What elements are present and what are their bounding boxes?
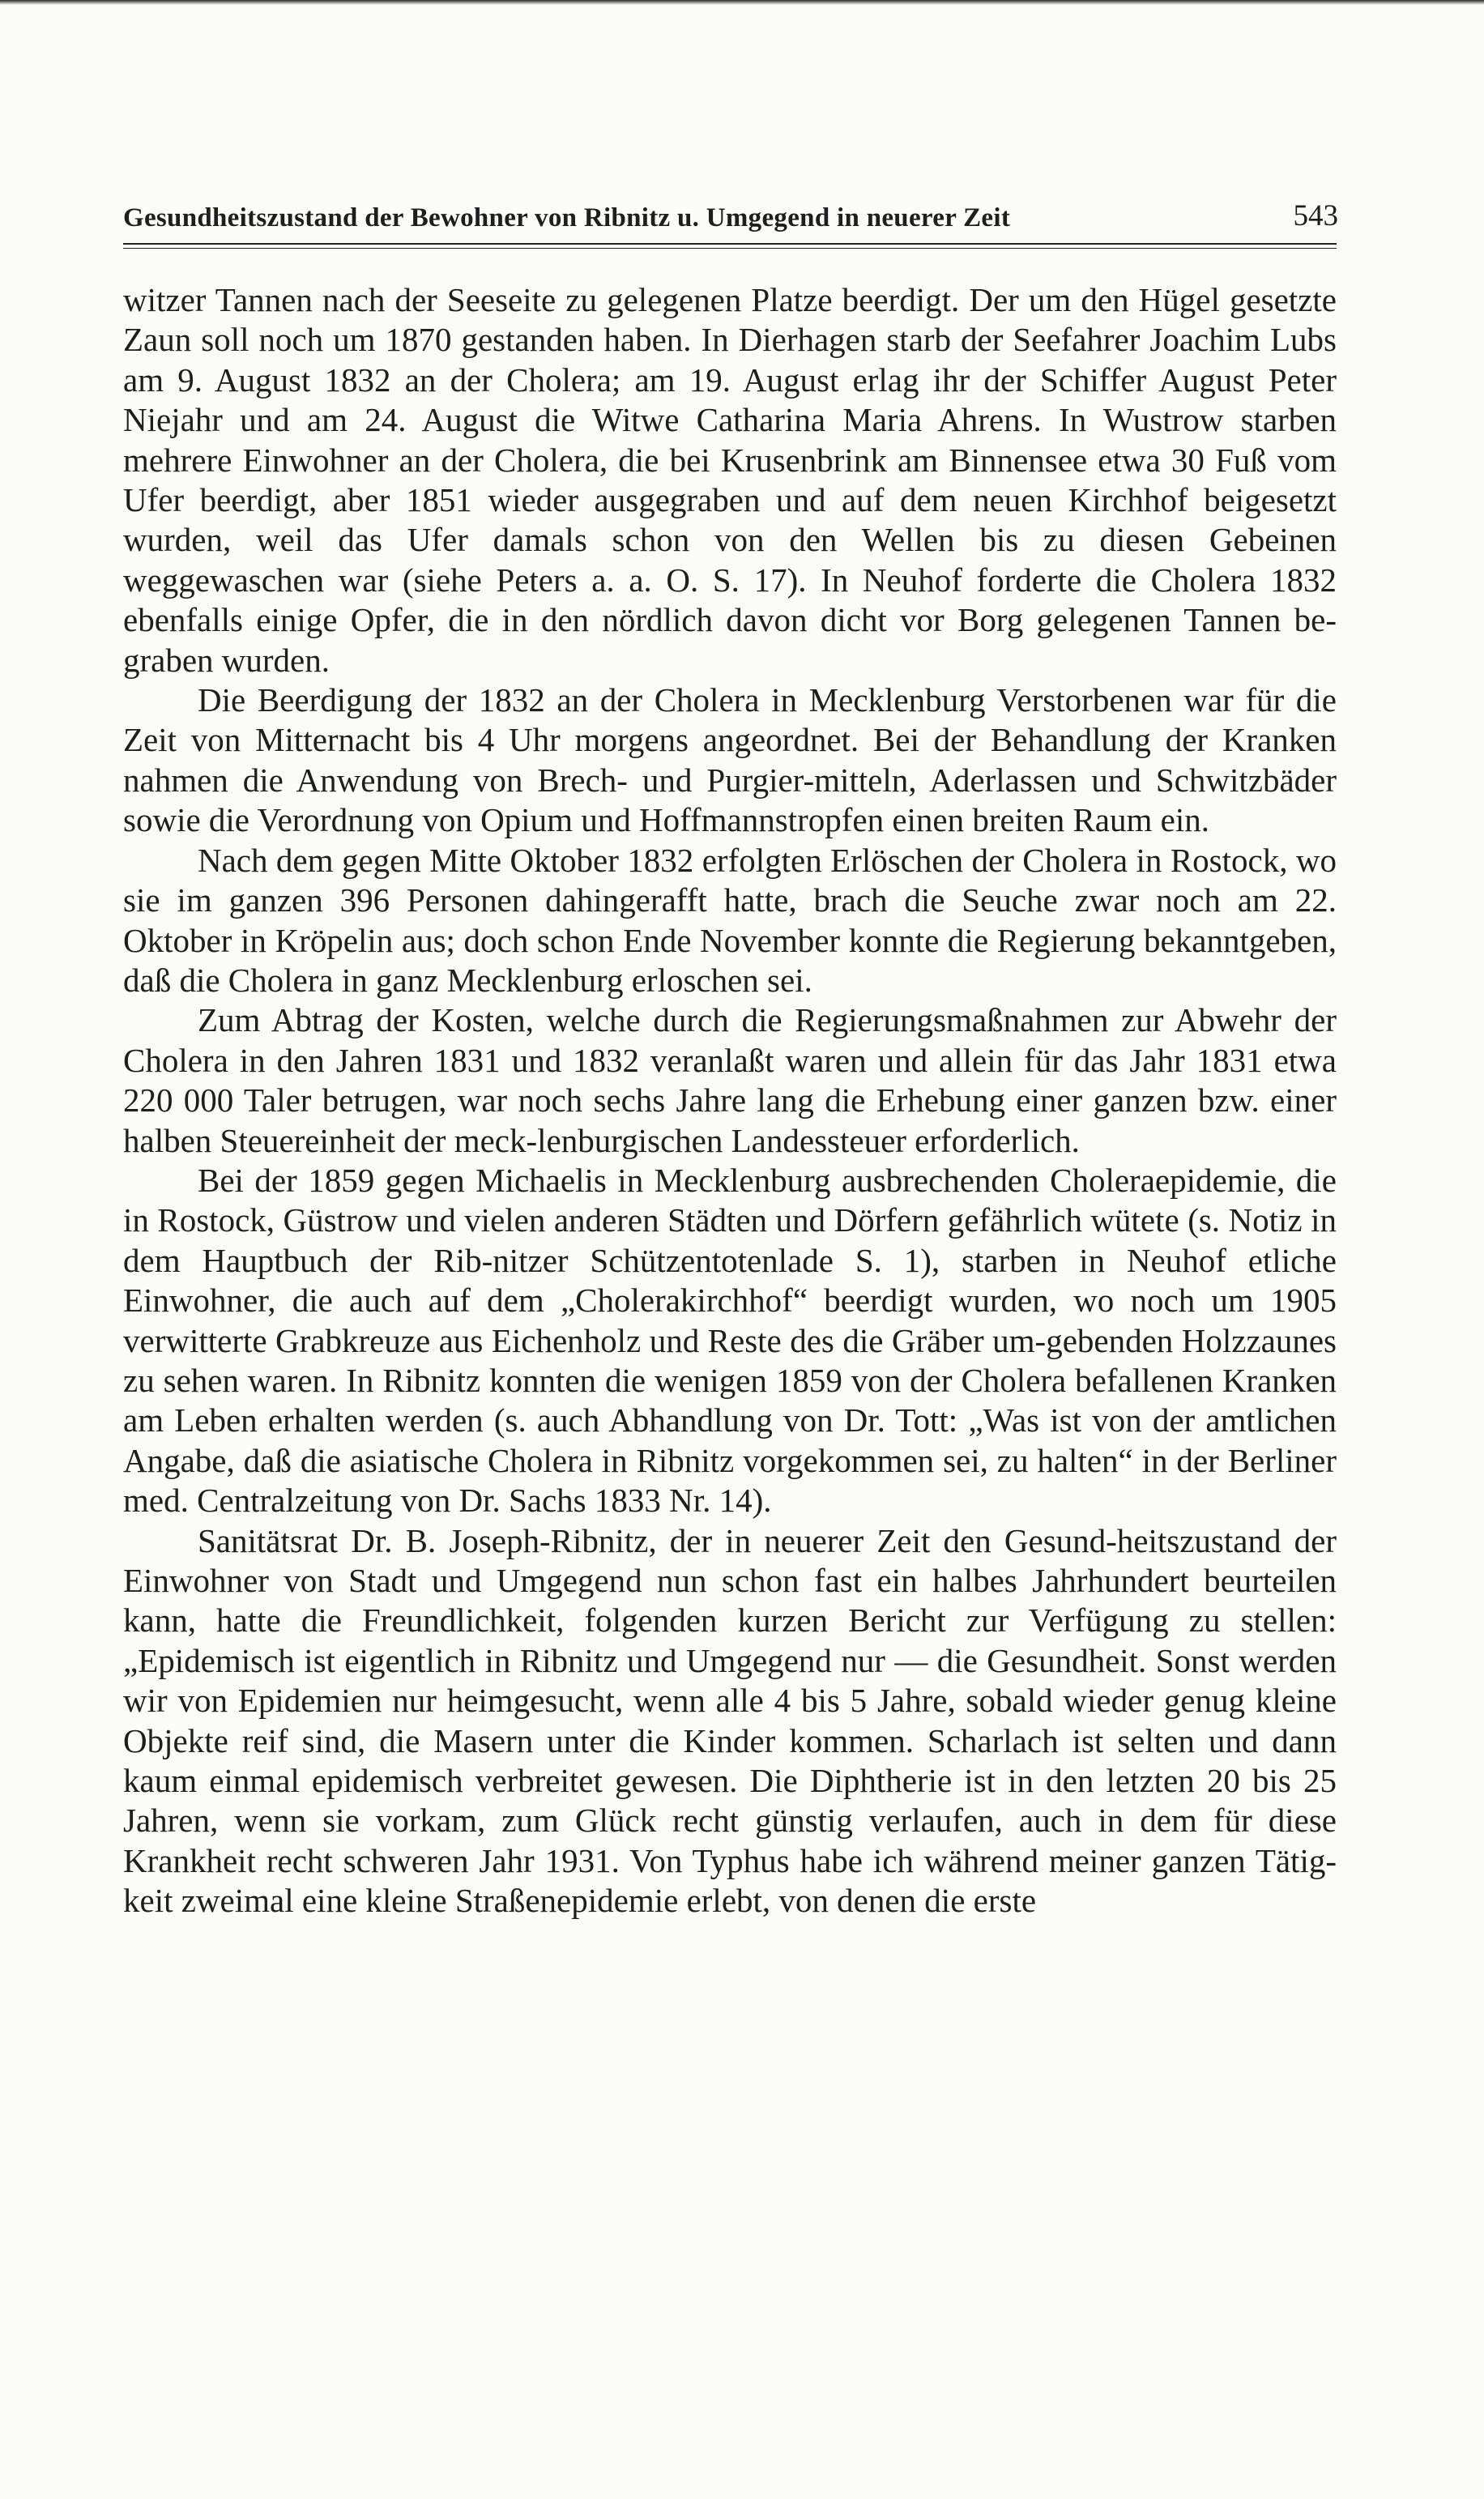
running-title: Gesundheitszustand der Bewohner von Ribnitz u. Umgegend in neuerer Zeit: [123, 203, 1011, 232]
paragraph-1859-epidemic: Bei der 1859 gegen Michaelis in Mecklenburg ausbrechenden Choleraepidemie, die in Rostock, Güstrow und vielen anderen Städten und Dörfern gefährlich wütete (s. Notiz in dem Hauptbuch der Rib-nitzer Schützentotenlade S. 1), starben in Neuhof etliche Einwohner, die auch auf dem „Cholerakirchhof“ beerdigt wurden, wo noch um 1905 verwitterte Grabkreuze aus Eichenholz und Reste des die Gräber um-gebenden Holzzaunes zu sehen waren. In Ribnitz konnten die wenigen 1859 von der Cholera befallenen Kranken am Leben erhalten werden (s. auch Abhandlung von Dr. Tott: „Was ist von der amtlichen Angabe, daß die asiatische Cholera in Ribnitz vorgekommen sei, zu halten“ in der Berliner med. Centralzeitung von Dr. Sachs 1833 Nr. 14).: [123, 1161, 1337, 1520]
scan-edge-shadow: [0, 0, 1484, 5]
body-text: [123, 280, 1337, 1921]
page-number: 543: [1293, 199, 1338, 232]
paragraph-rostock-end: Nach dem gegen Mitte Oktober 1832 erfolgten Erlöschen der Cholera in Rostock, wo sie im ganzen 396 Personen dahingerafft hatte, brach die Seuche zwar noch am 22. Oktober in Kröpelin aus; doch schon Ende November konnte die Regierung bekanntgeben, daß die Cholera in ganz Mecklenburg erloschen sei.: [123, 841, 1337, 999]
header-rule: [123, 243, 1337, 245]
paragraph-burial-order: Die Beerdigung der 1832 an der Cholera in Mecklenburg Verstorbenen war für die Zeit von Mitternacht bis 4 Uhr morgens angeordnet. Bei der Behandlung der Kranken nahmen die Anwendung von Brech- und Purgier-mitteln, Aderlassen und Schwitzbäder sowie die Verordnung von Opium und Hoffmannstropfen einen breiten Raum ein.: [123, 681, 1337, 839]
paragraph-costs: Zum Abtrag der Kosten, welche durch die Regierungsmaßnahmen zur Abwehr der Cholera in den Jahren 1831 und 1832 veranlaßt waren und allein für das Jahr 1831 etwa 220 000 Taler betrugen, war noch sechs Jahre lang die Erhebung einer ganzen bzw. einer halben Steuereinheit der meck-lenburgischen Landessteuer erforderlich.: [123, 1001, 1337, 1159]
paragraph-sanitaetsrat-report: Sanitätsrat Dr. B. Joseph-Ribnitz, der in neuerer Zeit den Gesund-heitszustand der Einwohner von Stadt und Umgegend nun schon fast ein halbes Jahrhundert beurteilen kann, hatte die Freundlichkeit, folgenden kurzen Bericht zur Verfügung zu stellen: „Epidemisch ist eigentlich in Ribnitz und Umgegend nur — die Gesundheit. Sonst werden wir von Epidemien nur heimgesucht, wenn alle 4 bis 5 Jahre, sobald wieder genug kleine Objekte reif sind, die Masern unter die Kinder kommen. Scharlach ist selten und dann kaum einmal epidemisch verbreitet gewesen. Die Diphtherie ist in den letzten 20 bis 25 Jahren, wenn sie vorkam, zum Glück recht günstig verlaufen, auch in dem für diese Krankheit recht schweren Jahr 1931. Von Typhus habe ich während meiner ganzen Tätig-keit zweimal eine kleine Straßenepidemie erlebt, von denen die erste: [123, 1521, 1337, 1920]
header-rule-thin: [123, 248, 1337, 249]
running-head: [123, 199, 1338, 240]
paragraph-continuation: witzer Tannen nach der Seeseite zu gelegenen Platze beerdigt. Der um den Hügel gesetzte Zaun soll noch um 1870 gestanden haben. In Dierhagen starb der Seefahrer Joachim Lubs am 9. August 1832 an der Cholera; am 19. August erlag ihr der Schiffer August Peter Niejahr und am 24. August die Witwe Catharina Maria Ahrens. In Wustrow starben mehrere Einwohner an der Cholera, die bei Krusenbrink am Binnensee etwa 30 Fuß vom Ufer beerdigt, aber 1851 wieder ausgegraben und auf dem neuen Kirchhof beigesetzt wurden, weil das Ufer damals schon von den Wellen bis zu diesen Gebeinen weggewaschen war (siehe Peters a. a. O. S. 17). In Neuhof forderte die Cholera 1832 ebenfalls einige Opfer, die in den nördlich davon dicht vor Borg gelegenen Tannen be-graben wurden.: [123, 281, 1337, 679]
